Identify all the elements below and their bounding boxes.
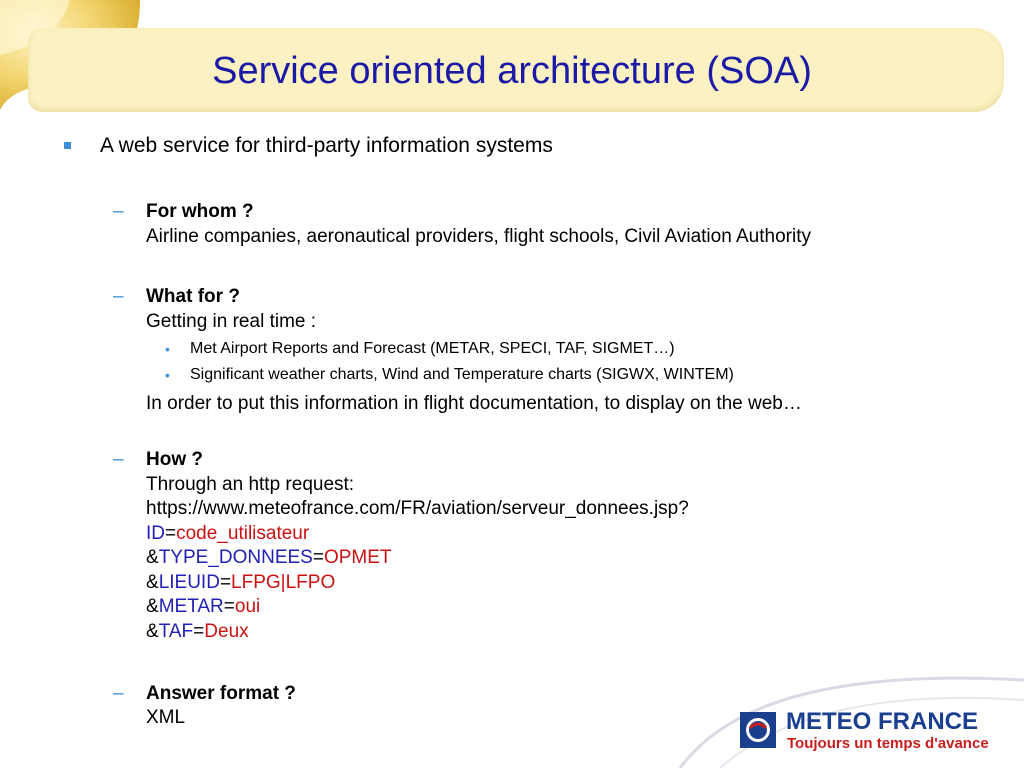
how-heading: How ? bbox=[146, 449, 203, 470]
for-whom-heading: For whom ? bbox=[146, 201, 254, 222]
square-bullet-icon bbox=[64, 142, 71, 149]
meteo-france-logo-icon bbox=[740, 712, 776, 748]
request-param-lieuid bbox=[146, 571, 335, 595]
request-param-id bbox=[146, 522, 309, 546]
answer-format-text: XML bbox=[146, 707, 186, 728]
request-param-metar bbox=[146, 595, 260, 619]
param-key: TYPE_DONNEES bbox=[158, 547, 313, 568]
param-key: METAR bbox=[158, 596, 224, 617]
dash-bullet-icon: – bbox=[113, 286, 124, 307]
dash-bullet-icon: – bbox=[113, 449, 124, 470]
logo-name: METEO FRANCE bbox=[786, 708, 978, 735]
answer-format-heading: Answer format ? bbox=[146, 683, 296, 704]
param-value: code_utilisateur bbox=[176, 523, 310, 544]
what-for-item-metar: Met Airport Reports and Forecast (METAR, SPECI, TAF, SIGMET…) bbox=[190, 340, 675, 357]
what-for-intro: Getting in real time : bbox=[146, 311, 317, 332]
param-prefix: & bbox=[146, 621, 159, 642]
what-for-heading: What for ? bbox=[146, 286, 240, 307]
dot-bullet-icon: • bbox=[165, 367, 170, 383]
bullet-web-service: A web service for third-party information systems bbox=[100, 134, 553, 157]
param-equals: = bbox=[193, 621, 205, 642]
param-key: TAF bbox=[158, 621, 194, 642]
param-equals: = bbox=[312, 547, 324, 568]
dash-bullet-icon: – bbox=[113, 201, 124, 222]
param-value: OPMET bbox=[323, 547, 392, 568]
param-key: LIEUID bbox=[158, 572, 220, 593]
request-param-taf bbox=[146, 620, 249, 644]
param-prefix: & bbox=[146, 547, 159, 568]
dash-bullet-icon: – bbox=[113, 683, 124, 704]
what-for-item-charts: Significant weather charts, Wind and Temperature charts (SIGWX, WINTEM) bbox=[190, 366, 734, 383]
logo-tagline: Toujours un temps d'avance bbox=[787, 735, 989, 752]
param-prefix: & bbox=[146, 572, 159, 593]
param-equals: = bbox=[219, 572, 232, 593]
param-value: Deux bbox=[204, 621, 249, 642]
param-key: ID bbox=[146, 523, 165, 544]
dot-bullet-icon: • bbox=[165, 341, 170, 357]
how-intro: Through an http request: bbox=[146, 474, 355, 495]
param-prefix: & bbox=[146, 596, 159, 617]
param-value: oui bbox=[234, 596, 261, 617]
what-for-outro: In order to put this information in flight documentation, to display on the web… bbox=[146, 393, 802, 414]
for-whom-text: Airline companies, aeronautical providers, flight schools, Civil Aviation Authority bbox=[146, 226, 811, 247]
param-equals: = bbox=[223, 596, 235, 617]
param-value: LFPG|LFPO bbox=[231, 572, 336, 593]
param-equals: = bbox=[165, 523, 177, 544]
slide-title: Service oriented architecture (SOA) bbox=[212, 50, 812, 92]
request-param-type-donnees bbox=[146, 546, 392, 570]
request-url: https://www.meteofrance.com/FR/aviation/serveur_donnees.jsp? bbox=[146, 498, 689, 519]
